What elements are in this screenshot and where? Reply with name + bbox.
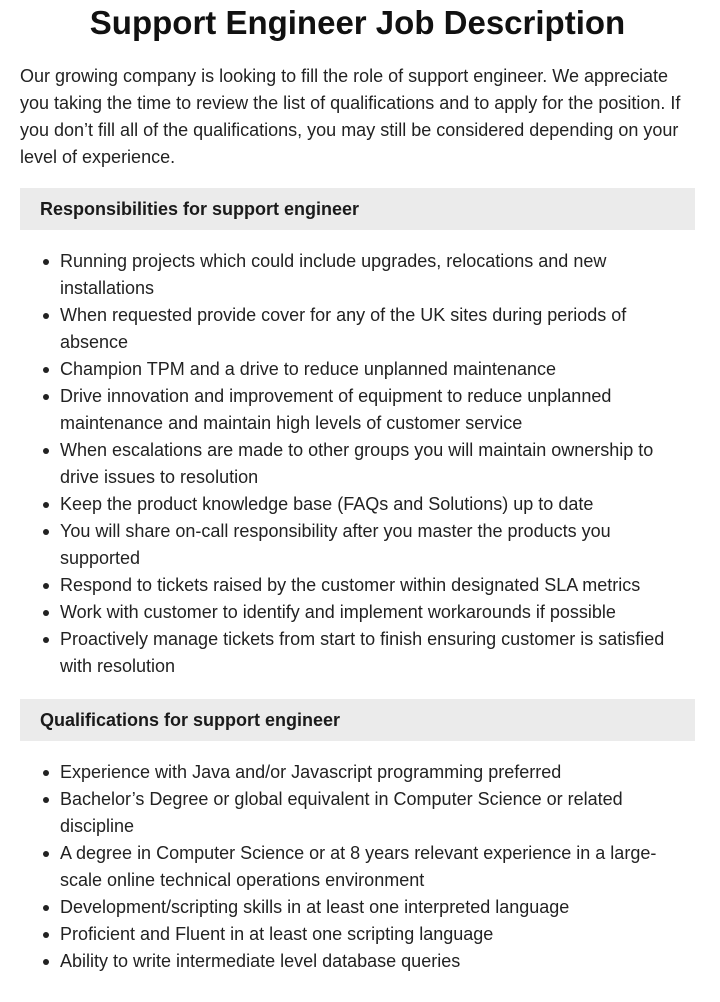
list-item: Proficient and Fluent in at least one scripting language bbox=[60, 921, 695, 948]
qualifications-list bbox=[20, 759, 695, 975]
list-item: Proactively manage tickets from start to finish ensuring customer is satisfied with resolution bbox=[60, 626, 695, 680]
list-item: Drive innovation and improvement of equipment to reduce unplanned maintenance and maintain high levels of customer service bbox=[60, 383, 695, 437]
page-title: Support Engineer Job Description bbox=[89, 4, 626, 41]
list-item: Ability to write intermediate level database queries bbox=[60, 948, 695, 975]
list-item: A degree in Computer Science or at 8 years relevant experience in a large-scale online technical operations environment bbox=[60, 840, 695, 894]
list-item: Development/scripting skills in at least one interpreted language bbox=[60, 894, 695, 921]
list-item: You will share on-call responsibility after you master the products you supported bbox=[60, 518, 695, 572]
list-item: Experience with Java and/or Javascript programming preferred bbox=[60, 759, 695, 786]
list-item: Work with customer to identify and implement workarounds if possible bbox=[60, 599, 695, 626]
list-item: Champion TPM and a drive to reduce unplanned maintenance bbox=[60, 356, 695, 383]
list-item: When requested provide cover for any of the UK sites during periods of absence bbox=[60, 302, 695, 356]
list-item: Bachelor’s Degree or global equivalent in Computer Science or related discipline bbox=[60, 786, 695, 840]
list-item: Respond to tickets raised by the customer within designated SLA metrics bbox=[60, 572, 695, 599]
responsibilities-heading: Responsibilities for support engineer bbox=[20, 188, 695, 230]
list-item: When escalations are made to other groups you will maintain ownership to drive issues to resolution bbox=[60, 437, 695, 491]
qualifications-heading: Qualifications for support engineer bbox=[20, 699, 695, 741]
responsibilities-list bbox=[20, 248, 695, 680]
list-item: Keep the product knowledge base (FAQs and Solutions) up to date bbox=[60, 491, 695, 518]
intro-paragraph: Our growing company is looking to fill the role of support engineer. We appreciate you taking the time to review the list of qualifications and to apply for the position. If you don’t fill all of the qualifications, you may still be considered depending on your level of experience. bbox=[20, 66, 681, 167]
list-item: Running projects which could include upgrades, relocations and new installations bbox=[60, 248, 695, 302]
